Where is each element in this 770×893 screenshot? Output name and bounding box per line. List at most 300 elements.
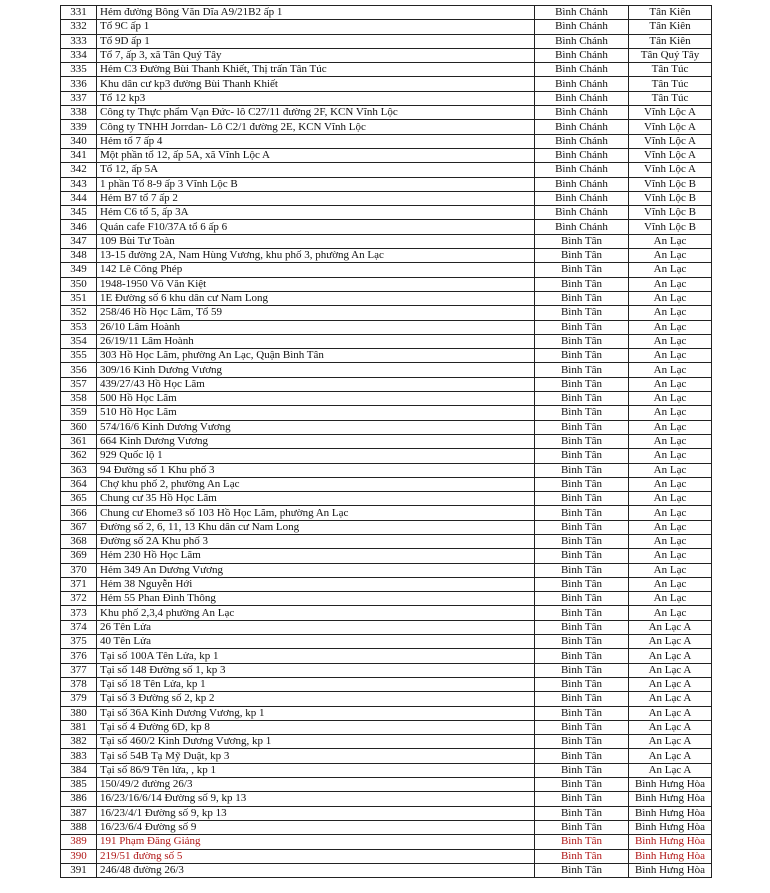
row-address: 664 Kinh Dương Vương [97,434,535,448]
row-district: Bình Tân [535,763,629,777]
row-address: Tổ 12 kp3 [97,91,535,105]
row-address: Quán cafe F10/37A tổ 6 ấp 6 [97,220,535,234]
table-row [61,592,712,606]
row-district: Bình Tân [535,291,629,305]
row-number: 352 [61,306,97,320]
row-address: 16/23/16/6/14 Đường số 9, kp 13 [97,792,535,806]
table-row [61,492,712,506]
table-row [61,692,712,706]
row-number: 385 [61,778,97,792]
row-number: 383 [61,749,97,763]
row-address: Hẻm B7 tổ 7 ấp 2 [97,191,535,205]
row-number: 380 [61,706,97,720]
row-ward: Vĩnh Lộc A [629,163,712,177]
row-number: 358 [61,392,97,406]
table-row [61,106,712,120]
row-address: Tại số 54B Tạ Mỹ Duật, kp 3 [97,749,535,763]
table-row [61,48,712,62]
row-ward: An Lạc [629,592,712,606]
row-ward: An Lạc A [629,663,712,677]
table-row [61,306,712,320]
table-row [61,349,712,363]
row-number: 355 [61,349,97,363]
table-row [61,148,712,162]
row-ward: An Lạc [629,334,712,348]
row-address: 510 Hồ Học Lãm [97,406,535,420]
row-number: 377 [61,663,97,677]
table-row [61,635,712,649]
row-address: Tại số 3 Đường số 2, kp 2 [97,692,535,706]
row-district: Bình Chánh [535,91,629,105]
row-district: Bình Chánh [535,163,629,177]
row-district: Bình Tân [535,363,629,377]
row-address: Công ty TNHH Jorrdan- Lô C2/1 đường 2E, KCN Vĩnh Lộc [97,120,535,134]
row-address: 16/23/6/4 Đường số 9 [97,820,535,834]
table-row [61,206,712,220]
row-ward: Tân Túc [629,63,712,77]
table-row [61,720,712,734]
row-number: 351 [61,291,97,305]
row-ward: Vĩnh Lộc A [629,106,712,120]
table-row [61,520,712,534]
row-address: 309/16 Kinh Dương Vương [97,363,535,377]
row-number: 341 [61,148,97,162]
row-district: Bình Tân [535,534,629,548]
table-row [61,134,712,148]
row-number: 388 [61,820,97,834]
row-ward: Vĩnh Lộc B [629,177,712,191]
row-address: Đường số 2A Khu phố 3 [97,534,535,548]
row-address: 13-15 đường 2A, Nam Hùng Vương, khu phố 3, phường An Lạc [97,249,535,263]
row-number: 332 [61,20,97,34]
row-number: 360 [61,420,97,434]
row-address: 929 Quốc lộ 1 [97,449,535,463]
row-ward: An Lạc A [629,763,712,777]
row-number: 389 [61,835,97,849]
row-number: 348 [61,249,97,263]
table-row [61,735,712,749]
table-row [61,91,712,105]
row-district: Bình Chánh [535,63,629,77]
table-row [61,420,712,434]
row-number: 334 [61,48,97,62]
row-ward: Bình Hưng Hòa [629,863,712,877]
row-district: Bình Tân [535,835,629,849]
row-district: Bình Tân [535,277,629,291]
row-address: Tại số 36A Kinh Dương Vương, kp 1 [97,706,535,720]
row-number: 361 [61,434,97,448]
row-address: Hẻm 55 Phan Đình Thông [97,592,535,606]
row-district: Bình Chánh [535,34,629,48]
row-district: Bình Tân [535,606,629,620]
row-number: 340 [61,134,97,148]
row-number: 384 [61,763,97,777]
row-number: 357 [61,377,97,391]
table-row [61,620,712,634]
row-ward: An Lạc [629,392,712,406]
row-ward: An Lạc [629,534,712,548]
row-ward: An Lạc [629,477,712,491]
row-ward: Tân Túc [629,91,712,105]
table-row [61,820,712,834]
row-ward: Tân Kiên [629,20,712,34]
row-number: 367 [61,520,97,534]
row-number: 373 [61,606,97,620]
table-row [61,763,712,777]
row-number: 371 [61,577,97,591]
table-row [61,392,712,406]
table-row [61,334,712,348]
row-number: 354 [61,334,97,348]
row-number: 353 [61,320,97,334]
row-address: Hẻm đường Bông Văn Dĩa A9/21B2 ấp 1 [97,6,535,20]
row-district: Bình Tân [535,706,629,720]
table-row [61,749,712,763]
row-district: Bình Tân [535,506,629,520]
row-ward: Bình Hưng Hòa [629,835,712,849]
row-number: 375 [61,635,97,649]
row-number: 366 [61,506,97,520]
row-address: Tại số 460/2 Kinh Dương Vương, kp 1 [97,735,535,749]
table-row [61,677,712,691]
row-ward: Vĩnh Lộc B [629,220,712,234]
row-district: Bình Tân [535,549,629,563]
row-district: Bình Tân [535,334,629,348]
table-row [61,249,712,263]
row-ward: Tân Kiên [629,34,712,48]
row-address: 439/27/43 Hồ Học Lãm [97,377,535,391]
row-ward: An Lạc [629,563,712,577]
row-ward: Vĩnh Lộc A [629,134,712,148]
row-ward: An Lạc [629,234,712,248]
row-district: Bình Tân [535,320,629,334]
row-ward: Tân Túc [629,77,712,91]
row-number: 365 [61,492,97,506]
row-ward: Vĩnh Lộc B [629,206,712,220]
row-ward: An Lạc [629,306,712,320]
row-ward: An Lạc A [629,749,712,763]
row-ward: An Lạc [629,492,712,506]
row-district: Bình Tân [535,234,629,248]
row-district: Bình Tân [535,434,629,448]
row-district: Bình Tân [535,392,629,406]
row-district: Bình Tân [535,720,629,734]
table-row [61,434,712,448]
row-address: 142 Lê Công Phép [97,263,535,277]
row-number: 338 [61,106,97,120]
row-number: 359 [61,406,97,420]
row-address: 191 Phạm Đăng Giảng [97,835,535,849]
row-district: Bình Tân [535,735,629,749]
row-address: Tại số 100A Tên Lửa, kp 1 [97,649,535,663]
row-number: 391 [61,863,97,877]
address-table [60,5,712,878]
row-ward: An Lạc [629,377,712,391]
row-number: 379 [61,692,97,706]
row-address: 26/19/11 Lâm Hoành [97,334,535,348]
row-address: Hẻm 38 Nguyễn Hới [97,577,535,591]
row-district: Bình Chánh [535,20,629,34]
table-row [61,706,712,720]
row-address: 219/51 đường số 5 [97,849,535,863]
row-number: 387 [61,806,97,820]
row-address: Tổ 12, ấp 5A [97,163,535,177]
table-row [61,606,712,620]
table-row [61,363,712,377]
row-ward: An Lạc [629,291,712,305]
table-row [61,163,712,177]
table-row [61,806,712,820]
row-ward: Vĩnh Lộc A [629,120,712,134]
row-address: Chung cư Ehome3 số 103 Hồ Học Lãm, phường An Lạc [97,506,535,520]
address-table-body [61,6,712,878]
row-ward: An Lạc [629,520,712,534]
table-row [61,77,712,91]
row-ward: An Lạc [629,406,712,420]
table-row [61,320,712,334]
row-district: Bình Tân [535,635,629,649]
table-row [61,191,712,205]
row-number: 374 [61,620,97,634]
row-number: 343 [61,177,97,191]
row-district: Bình Tân [535,592,629,606]
row-ward: Tân Kiên [629,6,712,20]
row-district: Bình Chánh [535,106,629,120]
row-ward: An Lạc [629,434,712,448]
row-number: 381 [61,720,97,734]
table-row [61,506,712,520]
row-address: 1E Đường số 6 khu dân cư Nam Long [97,291,535,305]
row-number: 363 [61,463,97,477]
row-district: Bình Chánh [535,48,629,62]
table-row [61,477,712,491]
row-ward: An Lạc A [629,692,712,706]
table-row [61,463,712,477]
table-row [61,34,712,48]
row-ward: Bình Hưng Hòa [629,792,712,806]
row-number: 368 [61,534,97,548]
row-ward: An Lạc A [629,706,712,720]
row-number: 372 [61,592,97,606]
row-district: Bình Chánh [535,177,629,191]
row-number: 364 [61,477,97,491]
row-district: Bình Chánh [535,134,629,148]
row-number: 362 [61,449,97,463]
row-ward: Bình Hưng Hòa [629,849,712,863]
row-ward: An Lạc A [629,649,712,663]
row-number: 347 [61,234,97,248]
row-district: Bình Tân [535,677,629,691]
table-row [61,6,712,20]
row-district: Bình Tân [535,263,629,277]
row-district: Bình Tân [535,306,629,320]
row-district: Bình Tân [535,577,629,591]
row-district: Bình Tân [535,563,629,577]
row-ward: An Lạc [629,349,712,363]
table-row [61,577,712,591]
table-row [61,563,712,577]
row-ward: An Lạc A [629,735,712,749]
table-row [61,277,712,291]
row-district: Bình Tân [535,863,629,877]
row-address: 574/16/6 Kinh Dương Vương [97,420,535,434]
row-district: Bình Tân [535,349,629,363]
row-address: 1 phần Tổ 8-9 ấp 3 Vĩnh Lộc B [97,177,535,191]
table-row [61,220,712,234]
row-number: 339 [61,120,97,134]
row-district: Bình Tân [535,520,629,534]
row-address: 16/23/4/1 Đường số 9, kp 13 [97,806,535,820]
row-number: 369 [61,549,97,563]
table-row [61,778,712,792]
row-district: Bình Chánh [535,148,629,162]
row-address: 246/48 đường 26/3 [97,863,535,877]
row-ward: An Lạc [629,506,712,520]
row-ward: Vĩnh Lộc A [629,148,712,162]
table-row [61,663,712,677]
row-district: Bình Chánh [535,191,629,205]
row-address: 40 Tên Lửa [97,635,535,649]
table-row [61,863,712,877]
table-row [61,291,712,305]
row-number: 345 [61,206,97,220]
row-address: Tổ 7, ấp 3, xã Tân Quý Tây [97,48,535,62]
row-number: 333 [61,34,97,48]
row-address: Hẻm 230 Hồ Học Lãm [97,549,535,563]
table-row [61,377,712,391]
table-row [61,20,712,34]
row-address: 258/46 Hồ Học Lãm, Tổ 59 [97,306,535,320]
row-address: Chợ khu phố 2, phường An Lạc [97,477,535,491]
row-number: 346 [61,220,97,234]
row-address: 303 Hồ Học Lãm, phường An Lạc, Quận Bình Tân [97,349,535,363]
row-ward: An Lạc [629,320,712,334]
row-district: Bình Tân [535,849,629,863]
row-address: Khu dân cư kp3 đường Bùi Thanh Khiết [97,77,535,91]
row-district: Bình Chánh [535,220,629,234]
row-ward: Bình Hưng Hòa [629,778,712,792]
row-number: 350 [61,277,97,291]
table-row [61,849,712,863]
row-district: Bình Tân [535,377,629,391]
row-district: Bình Tân [535,406,629,420]
row-address: Khu phố 2,3,4 phường An Lạc [97,606,535,620]
row-district: Bình Tân [535,792,629,806]
row-district: Bình Chánh [535,206,629,220]
table-row [61,835,712,849]
row-district: Bình Tân [535,249,629,263]
row-number: 342 [61,163,97,177]
row-district: Bình Tân [535,620,629,634]
row-address: 150/49/2 đường 26/3 [97,778,535,792]
row-number: 378 [61,677,97,691]
row-district: Bình Tân [535,477,629,491]
row-district: Bình Tân [535,449,629,463]
row-ward: An Lạc [629,606,712,620]
row-district: Bình Tân [535,806,629,820]
row-district: Bình Chánh [535,6,629,20]
row-number: 335 [61,63,97,77]
row-number: 349 [61,263,97,277]
row-ward: An Lạc A [629,720,712,734]
row-address: Công ty Thực phẩm Vạn Đức- lô C27/11 đường 2F, KCN Vĩnh Lộc [97,106,535,120]
row-number: 344 [61,191,97,205]
row-address: Tại số 86/9 Tên lửa, , kp 1 [97,763,535,777]
row-number: 376 [61,649,97,663]
row-ward: An Lạc [629,549,712,563]
row-number: 337 [61,91,97,105]
row-number: 356 [61,363,97,377]
row-ward: An Lạc [629,263,712,277]
row-ward: An Lạc [629,577,712,591]
row-address: Tại số 148 Đường số 1, kp 3 [97,663,535,677]
row-ward: An Lạc A [629,635,712,649]
row-address: 26 Tên Lửa [97,620,535,634]
row-district: Bình Tân [535,492,629,506]
table-row [61,792,712,806]
row-address: 94 Đường số 1 Khu phố 3 [97,463,535,477]
row-ward: Vĩnh Lộc B [629,191,712,205]
row-address: Hẻm 349 An Dương Vương [97,563,535,577]
row-district: Bình Chánh [535,77,629,91]
table-row [61,534,712,548]
row-ward: Tân Quý Tây [629,48,712,62]
row-district: Bình Tân [535,463,629,477]
row-district: Bình Tân [535,692,629,706]
row-number: 386 [61,792,97,806]
row-address: Một phần tổ 12, ấp 5A, xã Vĩnh Lộc A [97,148,535,162]
row-address: Hẻm C6 tổ 5, ấp 3A [97,206,535,220]
row-district: Bình Tân [535,649,629,663]
table-row [61,177,712,191]
row-number: 331 [61,6,97,20]
table-row [61,63,712,77]
table-row [61,234,712,248]
table-row [61,120,712,134]
table-row [61,263,712,277]
row-district: Bình Tân [535,778,629,792]
row-address: Tại số 18 Tên Lửa, kp 1 [97,677,535,691]
row-district: Bình Tân [535,749,629,763]
row-number: 336 [61,77,97,91]
row-ward: Bình Hưng Hòa [629,820,712,834]
row-number: 382 [61,735,97,749]
row-ward: An Lạc [629,249,712,263]
row-ward: An Lạc [629,449,712,463]
table-row [61,406,712,420]
row-ward: Bình Hưng Hòa [629,806,712,820]
row-number: 370 [61,563,97,577]
row-ward: An Lạc [629,420,712,434]
row-district: Bình Tân [535,663,629,677]
row-ward: An Lạc [629,463,712,477]
row-district: Bình Tân [535,420,629,434]
row-address: 1948-1950 Võ Văn Kiệt [97,277,535,291]
table-row [61,649,712,663]
row-address: 109 Bùi Tư Toàn [97,234,535,248]
row-address: Hẻm tổ 7 ấp 4 [97,134,535,148]
table-row [61,449,712,463]
row-address: Chung cư 35 Hồ Học Lãm [97,492,535,506]
row-ward: An Lạc [629,363,712,377]
row-address: Tổ 9C ấp 1 [97,20,535,34]
row-ward: An Lạc A [629,677,712,691]
row-address: Tổ 9D ấp 1 [97,34,535,48]
row-address: 26/10 Lâm Hoành [97,320,535,334]
table-row [61,549,712,563]
row-district: Bình Tân [535,820,629,834]
row-address: Đường số 2, 6, 11, 13 Khu dân cư Nam Long [97,520,535,534]
